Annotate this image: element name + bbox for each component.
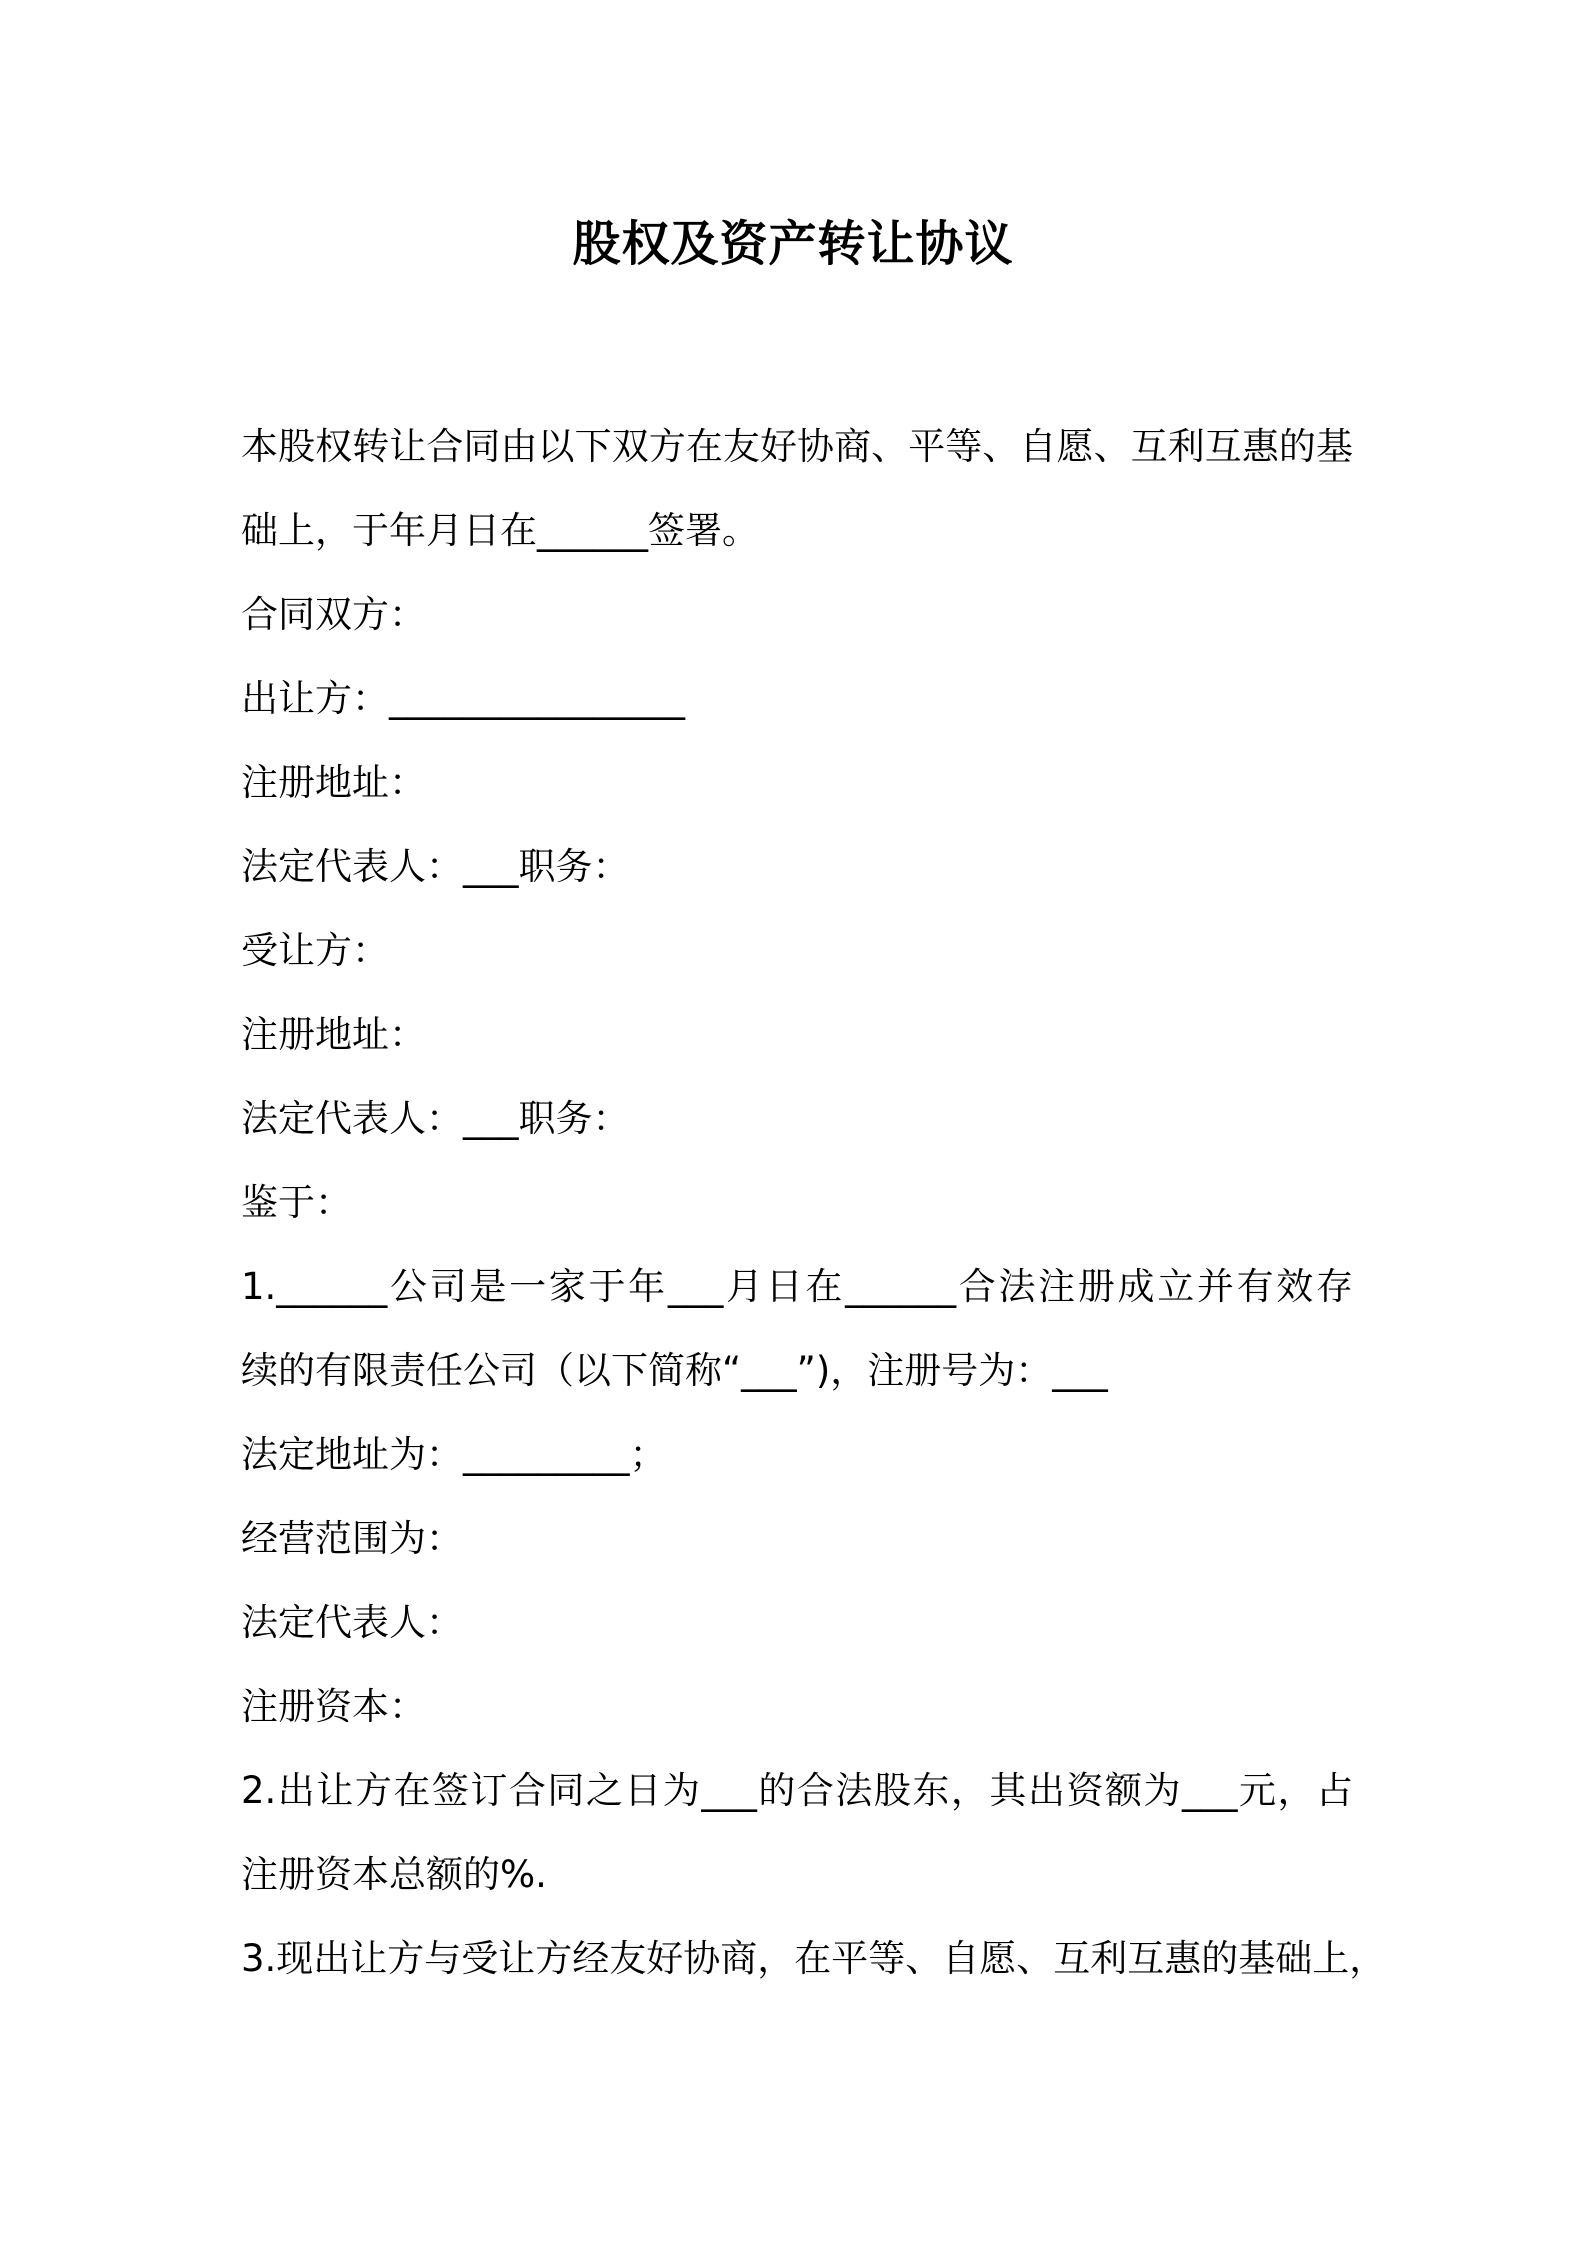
paragraph-line: 法定代表人：___职务： xyxy=(241,1097,630,1140)
paragraph-line: 注册地址： xyxy=(241,761,426,804)
paragraph-line: 鉴于： xyxy=(241,1181,352,1224)
paragraph-line: 2.出让方在签订合同之日为___的合法股东，其出资额为___元，占 xyxy=(241,1769,1353,1812)
paragraph-line: 受让方： xyxy=(241,929,389,972)
paragraph-line: 注册资本： xyxy=(241,1685,426,1728)
paragraph-line: 合同双方： xyxy=(241,593,426,636)
paragraph-line: 续的有限责任公司（以下简称“___”)，注册号为：___ xyxy=(241,1349,1108,1392)
paragraph-line: 注册资本总额的%. xyxy=(241,1853,547,1896)
paragraph-line: 法定地址为：_________； xyxy=(241,1433,667,1476)
paragraph-line: 经营范围为： xyxy=(241,1517,463,1560)
paragraph-line: 法定代表人： xyxy=(241,1601,463,1644)
document-body xyxy=(241,405,1387,2001)
paragraph-line: 础上，于年月日在______签署。 xyxy=(241,509,759,552)
paragraph-line: 1.______公司是一家于年___月日在______合法注册成立并有效存 xyxy=(241,1265,1353,1308)
paragraph-line: 法定代表人：___职务： xyxy=(241,845,630,888)
document-title: 股权及资产转让协议 xyxy=(572,216,1014,272)
paragraph-line: 3.现出让方与受让方经友好协商，在平等、自愿、互利互惠的基础上， xyxy=(241,1937,1387,1980)
paragraph-line: 注册地址： xyxy=(241,1013,426,1056)
paragraph-line: 出让方：________________ xyxy=(241,677,685,720)
paragraph-line: 本股权转让合同由以下双方在友好协商、平等、自愿、互利互惠的基 xyxy=(241,425,1353,468)
